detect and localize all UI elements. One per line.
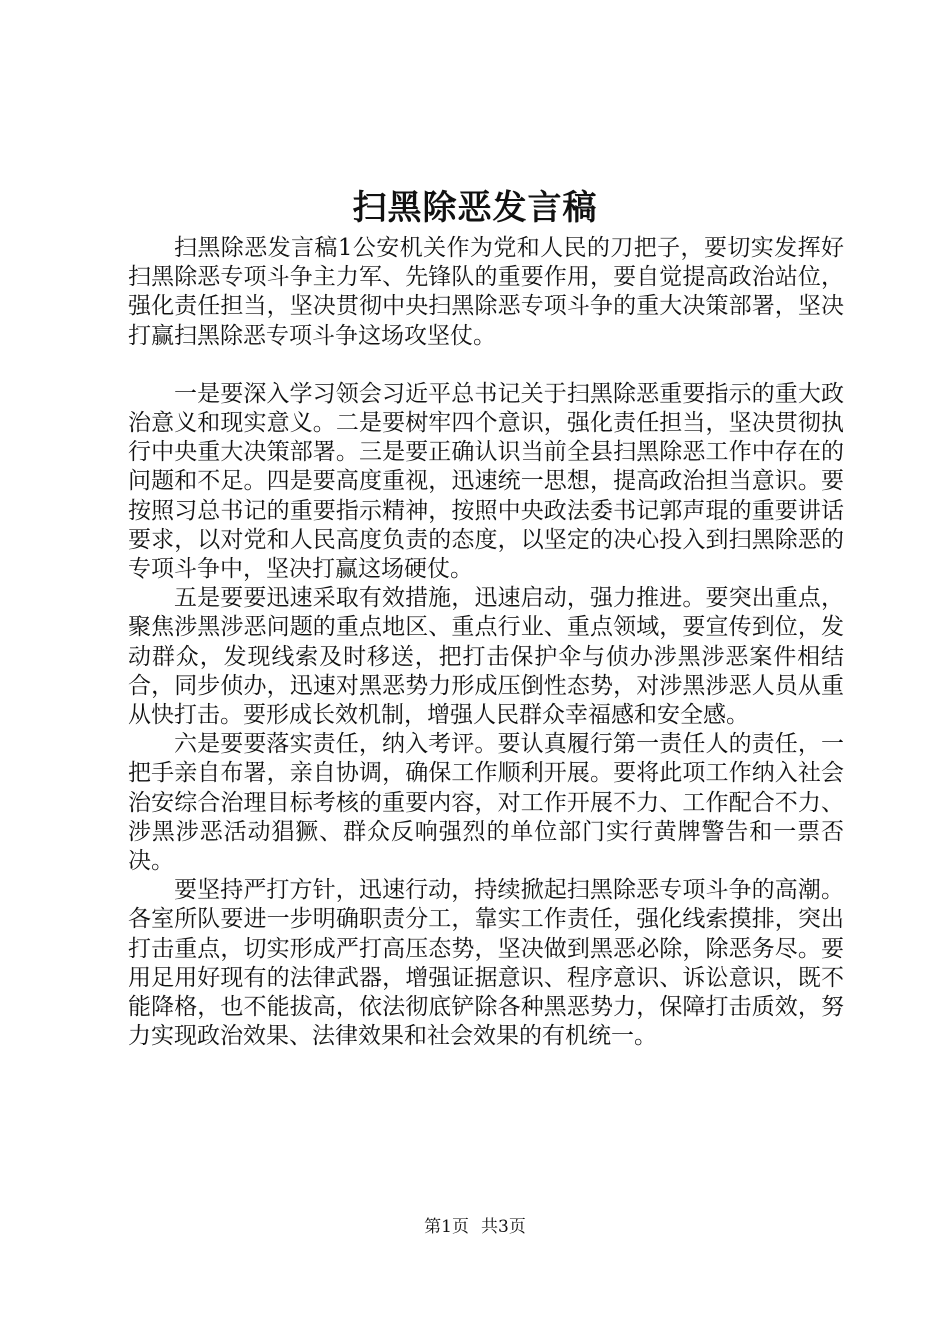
paragraph-spacer bbox=[128, 351, 844, 380]
document-body bbox=[128, 234, 844, 1051]
page-number-total: 共3页 bbox=[481, 1217, 526, 1237]
page-footer bbox=[0, 1216, 950, 1238]
paragraph-conclusion: 要坚持严打方针，迅速行动，持续掀起扫黑除恶专项斗争的高潮。各室所队要进一步明确职责分工，靠实工作责任，强化线索摸排，突出打击重点，切实形成严打高压态势，坚决做到黑恶必除，除恶务尽。要用足用好现有的法律武器，增强证据意识、程序意识、诉讼意识，既不能降格，也不能拔高，依法彻底铲除各种黑恶势力，保障打击质效，努力实现政治效果、法律效果和社会效果的有机统一。 bbox=[128, 877, 844, 1050]
document-title: 扫黑除恶发言稿 bbox=[352, 188, 598, 228]
page-number-current: 第1页 bbox=[424, 1217, 469, 1237]
paragraph-point-six: 六是要要落实责任，纳入考评。要认真履行第一责任人的责任，一把手亲自布署，亲自协调，确保工作顺利开展。要将此项工作纳入社会治安综合治理目标考核的重要内容，对工作开展不力、工作配合不力、涉黑涉恶活动猖獗、群众反响强烈的单位部门实行黄牌警告和一票否决。 bbox=[128, 731, 844, 875]
paragraph-point-five: 五是要要迅速采取有效措施，迅速启动，强力推进。要突出重点，聚焦涉黑涉恶问题的重点地区、重点行业、重点领域，要宣传到位，发动群众，发现线索及时移送，把打击保护伞与侦办涉黑涉恶案件相结合，同步侦办，迅速对黑恶势力形成压倒性态势，对涉黑涉恶人员从重从快打击。要形成长效机制，增强人民群众幸福感和安全感。 bbox=[128, 585, 844, 729]
paragraph-intro: 扫黑除恶发言稿1公安机关作为党和人民的刀把子，要切实发挥好扫黑除恶专项斗争主力军、先锋队的重要作用，要自觉提高政治站位，强化责任担当，坚决贯彻中央扫黑除恶专项斗争的重大决策部署，坚决打赢扫黑除恶专项斗争这场攻坚仗。 bbox=[128, 235, 844, 349]
paragraph-points-one-to-four: 一是要深入学习领会习近平总书记关于扫黑除恶重要指示的重大政治意义和现实意义。二是要树牢四个意识，强化责任担当，坚决贯彻执行中央重大决策部署。三是要正确认识当前全县扫黑除恶工作中存在的问题和不足。四是要高度重视，迅速统一思想，提高政治担当意识。要按照习总书记的重要指示精神，按照中央政法委书记郭声琨的重要讲话要求，以对党和人民高度负责的态度，以坚定的决心投入到扫黑除恶的专项斗争中，坚决打赢这场硬仗。 bbox=[128, 380, 844, 583]
